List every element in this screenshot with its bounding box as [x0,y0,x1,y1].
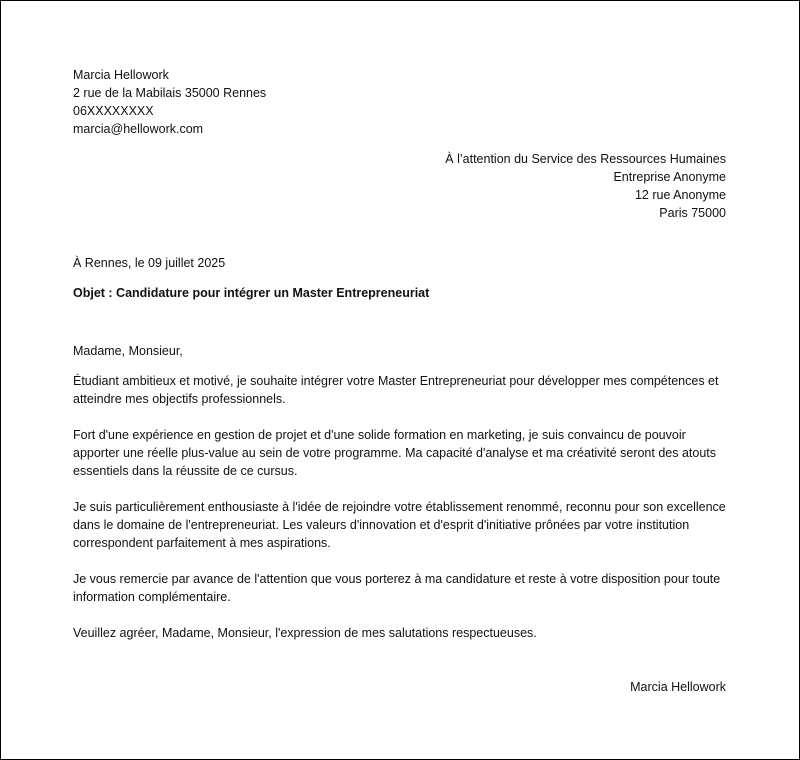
body-paragraph: Fort d'une expérience en gestion de projet et d'une solide formation en marketing, je suis convaincu de pouvoir apporter une réelle plus-value au sein de votre programme. Ma capacité d'analyse et ma créativité seront des atouts essentiels dans la réussite de ce cursus. [73,428,717,478]
recipient-attention: À l’attention du Service des Ressources Humaines [445,152,726,166]
sender-block [73,66,266,138]
sender-address: 2 rue de la Mabilais 35000 Rennes [73,86,267,100]
date-line: À Rennes, le 09 juillet 2025 [73,256,226,270]
recipient-company: Entreprise Anonyme [613,170,726,184]
sender-name: Marcia Hellowork [73,68,169,82]
signature: Marcia Hellowork [630,680,726,694]
sender-phone: 06XXXXXXXX [73,104,154,118]
body-paragraph: Je suis particulièrement enthousiaste à l'idée de rejoindre votre établissement renommé, reconnu pour son excellence dans le domaine de l'entrepreneuriat. Les valeurs d'innovation et d'esprit d'initiative prônées par votre institution correspondent parfaitement à mes aspirations. [73,500,726,550]
recipient-block [445,150,726,222]
body-paragraph: Étudiant ambitieux et motivé, je souhaite intégrer votre Master Entrepreneuriat pour développer mes compétences et atteindre mes objectifs professionnels. [73,374,719,406]
sender-email: marcia@hellowork.com [73,122,204,136]
recipient-street: 12 rue Anonyme [634,188,726,202]
closing-paragraph: Veuillez agréer, Madame, Monsieur, l'expression de mes salutations respectueuses. [73,626,537,640]
letter-body [73,372,733,660]
body-paragraph: Je vous remercie par avance de l'attention que vous porterez à ma candidature et reste à votre disposition pour toute information complémentaire. [73,572,721,604]
subject-line: Objet : Candidature pour intégrer un Master Entrepreneuriat [73,286,430,300]
greeting: Madame, Monsieur, [73,344,183,358]
recipient-city: Paris 75000 [659,206,726,220]
